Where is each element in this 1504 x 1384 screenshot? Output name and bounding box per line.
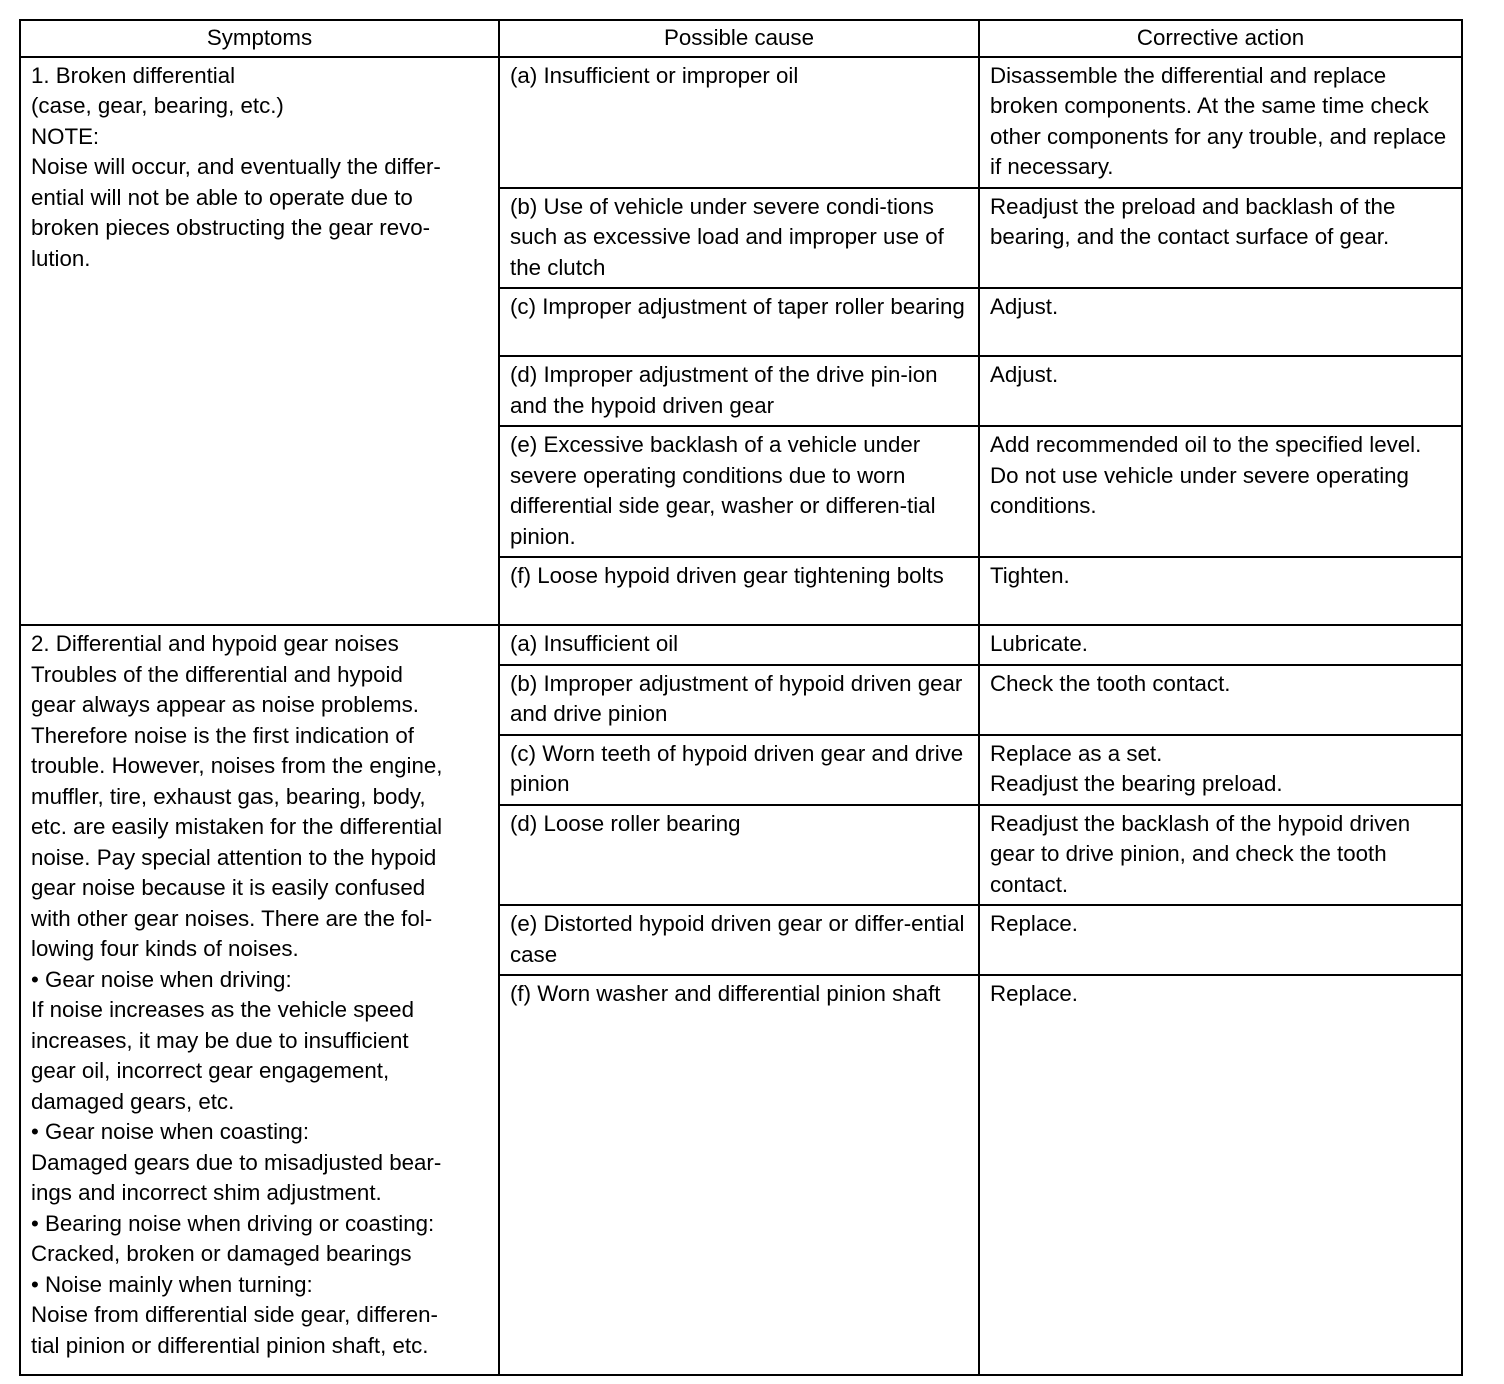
action-cell: Lubricate. bbox=[979, 625, 1462, 665]
header-row bbox=[20, 20, 1462, 57]
action-cell: Tighten. bbox=[979, 557, 1462, 625]
symptom-line: trouble. However, noises from the engine, bbox=[31, 753, 443, 778]
action-cell: Add recommended oil to the specified level. Do not use vehicle under severe operating conditions. bbox=[979, 426, 1462, 557]
symptom-line: (case, gear, bearing, etc.) bbox=[31, 93, 284, 118]
cause-cell: (b) Improper adjustment of hypoid driven gear and drive pinion bbox=[499, 665, 979, 735]
symptom-line: broken pieces obstructing the gear revo- bbox=[31, 215, 431, 240]
cause-cell: (a) Insufficient oil bbox=[499, 625, 979, 665]
symptom-line: • Gear noise when driving: bbox=[31, 965, 488, 996]
symptom-line: ings and incorrect shim adjustment. bbox=[31, 1180, 382, 1205]
table-row bbox=[20, 625, 1462, 665]
action-cell: Readjust the preload and backlash of the bearing, and the contact surface of gear. bbox=[979, 188, 1462, 289]
symptom-line: increases, it may be due to insufficient bbox=[31, 1027, 409, 1053]
symptom-line: noise. Pay special attention to the hypoid bbox=[31, 844, 437, 870]
cause-cell: (e) Excessive backlash of a vehicle under severe operating conditions due to worn differential side gear, washer or differen-tial pinion. bbox=[499, 426, 979, 557]
action-cell: Replace. bbox=[979, 975, 1462, 1375]
symptom-line: • Bearing noise when driving or coasting: bbox=[31, 1209, 488, 1240]
symptom-line: Troubles of the differential and hypoid bbox=[31, 661, 403, 687]
action-cell: Replace. bbox=[979, 905, 1462, 975]
action-cell: Replace as a set. Readjust the bearing preload. bbox=[979, 735, 1462, 805]
cause-cell: (d) Loose roller bearing bbox=[499, 805, 979, 906]
symptom-line: Therefore noise is the first indication of bbox=[31, 722, 414, 748]
symptom-line: • Gear noise when coasting: bbox=[31, 1117, 488, 1148]
symptom-line: ential will not be able to operate due to bbox=[31, 184, 413, 210]
symptom-line: lution. bbox=[31, 245, 91, 271]
cause-cell: (a) Insufficient or improper oil bbox=[499, 57, 979, 188]
cause-cell: (c) Worn teeth of hypoid driven gear and drive pinion bbox=[499, 735, 979, 805]
symptom-line: Damaged gears due to misadjusted bear- bbox=[31, 1149, 442, 1175]
symptom-line: damaged gears, etc. bbox=[31, 1088, 235, 1114]
symptom-cell bbox=[20, 625, 499, 1375]
symptom-line: with other gear noises. There are the fol- bbox=[31, 905, 433, 931]
symptom-line: lowing four kinds of noises. bbox=[31, 936, 299, 961]
action-cell: Adjust. bbox=[979, 356, 1462, 426]
action-cell: Disassemble the differential and replace broken components. At the same time check other components for any trouble, and replace if necessary. bbox=[979, 57, 1462, 188]
symptom-line: Cracked, broken or damaged bearings bbox=[31, 1241, 412, 1266]
symptom-line: gear oil, incorrect gear engagement, bbox=[31, 1058, 390, 1083]
header-corrective-action: Corrective action bbox=[979, 20, 1462, 57]
symptom-line: etc. are easily mistaken for the differential bbox=[31, 814, 443, 839]
symptom-line: tial pinion or differential pinion shaft, etc. bbox=[31, 1332, 429, 1358]
symptom-line: Noise will occur, and eventually the differ- bbox=[31, 154, 441, 179]
symptom-line: muffler, tire, exhaust gas, bearing, body, bbox=[31, 783, 426, 809]
cause-cell: (f) Loose hypoid driven gear tightening bolts bbox=[499, 557, 979, 625]
symptom-line: Noise from differential side gear, differen- bbox=[31, 1302, 438, 1327]
header-possible-cause: Possible cause bbox=[499, 20, 979, 57]
action-cell: Check the tooth contact. bbox=[979, 665, 1462, 735]
table-row bbox=[20, 57, 1462, 188]
action-cell: Adjust. bbox=[979, 288, 1462, 356]
symptom-line: gear noise because it is easily confused bbox=[31, 875, 426, 900]
cause-cell: (b) Use of vehicle under severe condi-tions such as excessive load and improper use of the clutch bbox=[499, 188, 979, 289]
symptom-line: gear always appear as noise problems. bbox=[31, 692, 419, 717]
action-cell: Readjust the backlash of the hypoid driven gear to drive pinion, and check the tooth contact. bbox=[979, 805, 1462, 906]
symptom-cell bbox=[20, 57, 499, 626]
symptom-line: 2. Differential and hypoid gear noises bbox=[31, 631, 399, 656]
symptom-line: If noise increases as the vehicle speed bbox=[31, 997, 414, 1022]
troubleshooting-table bbox=[19, 19, 1463, 1376]
header-symptoms: Symptoms bbox=[20, 20, 499, 57]
cause-cell: (f) Worn washer and differential pinion shaft bbox=[499, 975, 979, 1375]
cause-cell: (e) Distorted hypoid driven gear or differ-ential case bbox=[499, 905, 979, 975]
cause-cell: (c) Improper adjustment of taper roller bearing bbox=[499, 288, 979, 356]
symptom-line: 1. Broken differential bbox=[31, 62, 236, 88]
table-body bbox=[20, 57, 1462, 1376]
cause-cell: (d) Improper adjustment of the drive pin-ion and the hypoid driven gear bbox=[499, 356, 979, 426]
symptom-line: • Noise mainly when turning: bbox=[31, 1270, 488, 1301]
symptom-line: NOTE: bbox=[31, 123, 100, 149]
